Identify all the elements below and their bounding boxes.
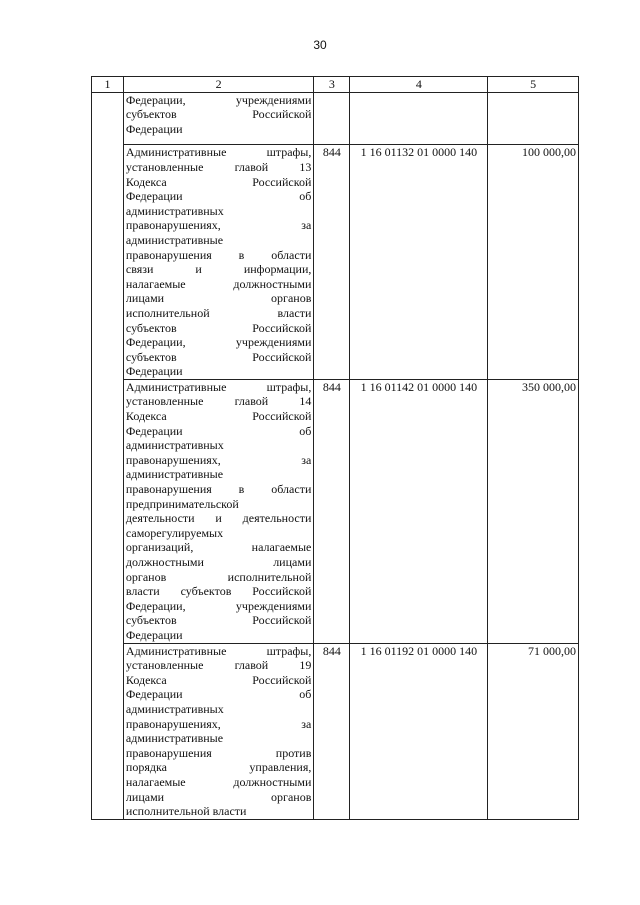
description-line: административных	[125, 203, 224, 218]
description-line: субъектов Российской	[125, 107, 312, 122]
description-line: административные	[125, 467, 224, 482]
description-line: органов исполнительной	[125, 569, 312, 584]
kbk-code-cell: 1 16 01142 01 0000 140	[350, 379, 488, 643]
description-line: установленные главой 14	[125, 394, 312, 409]
description-line: налагаемые должностными	[125, 774, 312, 789]
description-line: правонарушениях, за	[125, 218, 312, 233]
row-number-cell	[92, 379, 124, 643]
description-line: административных	[125, 701, 224, 716]
description-line: правонарушениях, за	[125, 452, 312, 467]
description-line: субъектов Российской	[125, 349, 312, 364]
description-line: Федерации	[125, 627, 183, 642]
amount-cell: 100 000,00	[488, 145, 579, 380]
description-line: правонарушениях, за	[125, 716, 312, 731]
amount-cell: 350 000,00	[488, 379, 579, 643]
description-line: субъектов Российской	[125, 320, 312, 335]
table-row	[92, 92, 579, 145]
kbk-code-cell	[350, 92, 488, 145]
description-line: налагаемые должностными	[125, 276, 312, 291]
description-line: правонарушения в области	[125, 482, 312, 497]
admin-code-cell: 844	[314, 643, 350, 819]
row-number-cell	[92, 145, 124, 380]
description-line: Федерации об	[125, 189, 312, 204]
amount-cell	[488, 92, 579, 145]
description-line: должностными лицами	[125, 555, 312, 569]
description-line: Федерации	[125, 121, 183, 136]
admin-code-cell: 844	[314, 145, 350, 380]
header-col-5: 5	[488, 77, 579, 93]
description-line: Федерации	[125, 364, 183, 379]
description-line: Федерации, учреждениями	[125, 92, 312, 107]
description-line: Федерации, учреждениями	[125, 335, 312, 350]
description-line: лицами органов	[125, 291, 312, 306]
description-line: деятельности и деятельности	[125, 511, 312, 526]
admin-code-cell	[314, 92, 350, 145]
page-number: 30	[313, 38, 327, 52]
table-row	[92, 379, 579, 643]
row-number-cell	[92, 92, 124, 145]
header-col-1: 1	[92, 77, 124, 93]
description-line: исполнительной власти	[125, 804, 247, 819]
description-line: Административные штрафы,	[125, 379, 312, 394]
description-line: Административные штрафы,	[125, 643, 312, 658]
description-line: Федерации об	[125, 687, 312, 702]
description-line: правонарушения в области	[125, 247, 312, 262]
description-line: Кодекса Российской	[125, 174, 312, 189]
description-line: Кодекса Российской	[125, 409, 312, 424]
description-line: Федерации, учреждениями	[125, 598, 312, 613]
description-line: Федерации об	[125, 423, 312, 438]
header-col-2: 2	[123, 77, 313, 93]
revenue-description-cell	[123, 145, 313, 380]
table-row	[92, 643, 579, 819]
description-line: административных	[125, 438, 224, 453]
kbk-code-cell: 1 16 01192 01 0000 140	[350, 643, 488, 819]
description-line: правонарушения против	[125, 745, 312, 760]
description-line: исполнительной власти	[125, 305, 312, 320]
description-line: лицами органов	[125, 789, 312, 804]
revenue-description-cell	[123, 379, 313, 643]
description-line: порядка управления,	[125, 760, 312, 775]
row-number-cell	[92, 643, 124, 819]
description-line: установленные главой 19	[125, 658, 312, 673]
description-line: власти субъектов Российской	[125, 584, 312, 599]
header-col-4: 4	[350, 77, 488, 93]
revenue-description-cell	[123, 92, 313, 145]
description-line: организаций, налагаемые	[125, 540, 312, 555]
kbk-code-cell: 1 16 01132 01 0000 140	[350, 145, 488, 380]
table-row	[92, 145, 579, 380]
description-line: предпринимательской	[125, 496, 239, 511]
description-line: саморегулируемых	[125, 525, 224, 540]
revenue-description-cell	[123, 643, 313, 819]
header-col-3: 3	[314, 77, 350, 93]
description-line: административные	[125, 731, 224, 746]
table-header-row	[92, 77, 579, 93]
description-line: установленные главой 13	[125, 159, 312, 174]
description-line: административные	[125, 232, 224, 247]
budget-revenue-table	[91, 76, 579, 820]
admin-code-cell: 844	[314, 379, 350, 643]
description-line: связи и информации,	[125, 262, 312, 277]
description-line: субъектов Российской	[125, 613, 312, 628]
description-line: Кодекса Российской	[125, 672, 312, 687]
amount-cell: 71 000,00	[488, 643, 579, 819]
description-line: Административные штрафы,	[125, 145, 312, 160]
